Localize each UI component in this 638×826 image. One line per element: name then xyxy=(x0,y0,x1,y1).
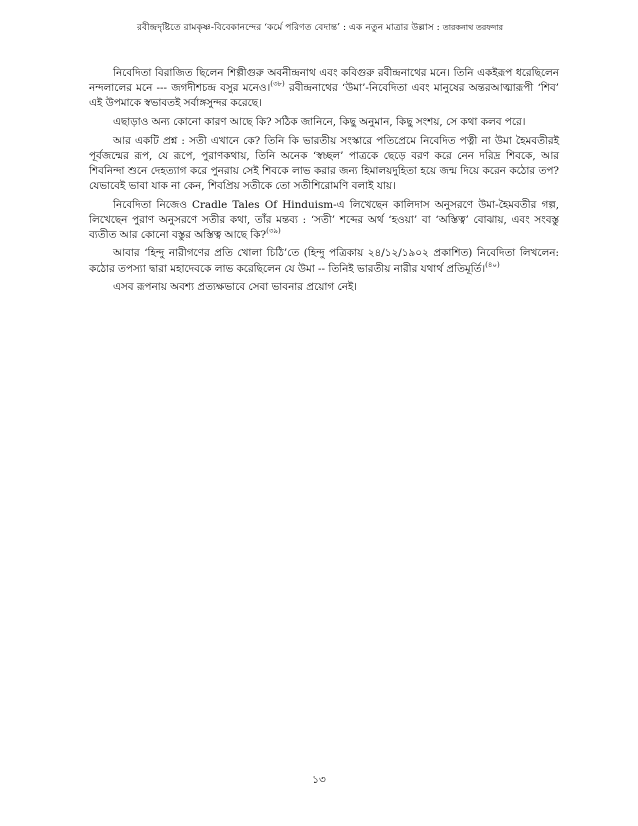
paragraph-text: এসব রূপনায় অবশ্য প্রত্যক্ষভাবে সেবা ভাবনার প্রয়োগ নেই। xyxy=(113,281,358,294)
footnote-ref-38: (৩৮) xyxy=(270,80,285,89)
paragraph-text: আবার ‘হিন্দু নারীগণের প্রতি খোলা চিঠি’তে (হিন্দু পত্রিকায় ২৪/১২/১৯০২ প্রকাশিত) নিবেদিতা লিখলেন: কঠোর তপস্যা দ্বারা মহাদেবকে লাভ করেছিলেন যে উমা -- তিনিই ভারতীয় নারীর যথার্থ প্রতিমূর্তি। xyxy=(89,247,559,275)
paragraph-text: আর একটি প্রশ্ন : সতী এখানে কে? তিনি কি ভারতীয় সংস্কারে পতিপ্রেমে নিবেদিত পত্নী না উমা হৈমবতীরই পূর্বজন্মের রূপ, যে রূপে, পুরাণকথায়, তিনি অনেক ‘স্বচ্ছল’ পাত্রকে ছেড়ে বরণ করে নেন দরিদ্র শিবকে, আর শিবনিন্দা শুনে দেহত্যাগ করে পুনরায় সেই শিবকে লাভ করার জন্য হিমালয়দুহিতা হয়ে জন্ম দিয়ে করেন কঠোর তপ? যেভাবেই ভাবা যাক না কেন, শিবপ্রিয় সতীকে তো সতীশিরোমণি বলাই যায়। xyxy=(89,134,559,192)
paragraph-3 xyxy=(89,134,559,194)
body-text xyxy=(89,66,559,299)
paragraph-5 xyxy=(89,246,559,276)
paragraph-1 xyxy=(89,66,559,111)
running-header xyxy=(80,20,560,35)
footnote-ref-40: (৪০) xyxy=(485,260,500,269)
paragraph-6 xyxy=(89,280,559,295)
footnote-ref-39: (৩৯) xyxy=(266,226,281,235)
paragraph-text: নিবেদিতা নিজেও Cradle Tales Of Hinduism-এ লিখেছেন কালিদাস অনুসরণে উমা-হৈমবতীর গল্প, লিখেছেন পুরাণ অনুসরণে সতীর কথা, তাঁর মন্তব্য : ‘সতী’ শব্দের অর্থ ‘হওয়া’ বা ‘অস্তিত্ব’ বোঝায়, এবং সংবস্তু ব্যতীত আর কোনো বস্তুর অস্তিত্ব আছে কি? xyxy=(89,198,559,241)
paragraph-text: নিবেদিতা বিরাজিত ছিলেন শিল্পীগুরু অবনীন্দ্রনাথ এবং কবিগুরু রবীন্দ্রনাথের মনে। তিনি একইরূপ ধরেছিলেন নন্দলালের মনে --- জগদীশচন্দ্র বসুর মনেও। xyxy=(89,67,559,95)
paragraph-text: এছাড়াও অন্য কোনো কারণ আছে কি? সঠিক জানিনে, কিছু অনুমান, কিছু সংশয়, সে কথা কলব পরে। xyxy=(113,115,526,128)
paragraph-2 xyxy=(89,115,559,130)
header-author: তারকনাথ তরফদার xyxy=(442,23,503,32)
paragraph-text-continued: রবীন্দ্রনাথের ‘উমা’-নিবেদিতা এবং মানুষের অন্তরআত্মারূপী ‘শিব’ এই উপমাকে স্বভাবতই সর্বাঙ্গসুন্দর করেছে। xyxy=(89,82,559,110)
running-title: রবীন্দ্রদৃষ্টিতে রামকৃষ্ণ-বিবেকানন্দের ‘কর্মে পরিণত বেদান্ত’ : এক নতুন মাত্রার উল্লাস : xyxy=(136,22,440,33)
paragraph-4 xyxy=(89,198,559,243)
page-number: ১৩ xyxy=(312,774,326,786)
